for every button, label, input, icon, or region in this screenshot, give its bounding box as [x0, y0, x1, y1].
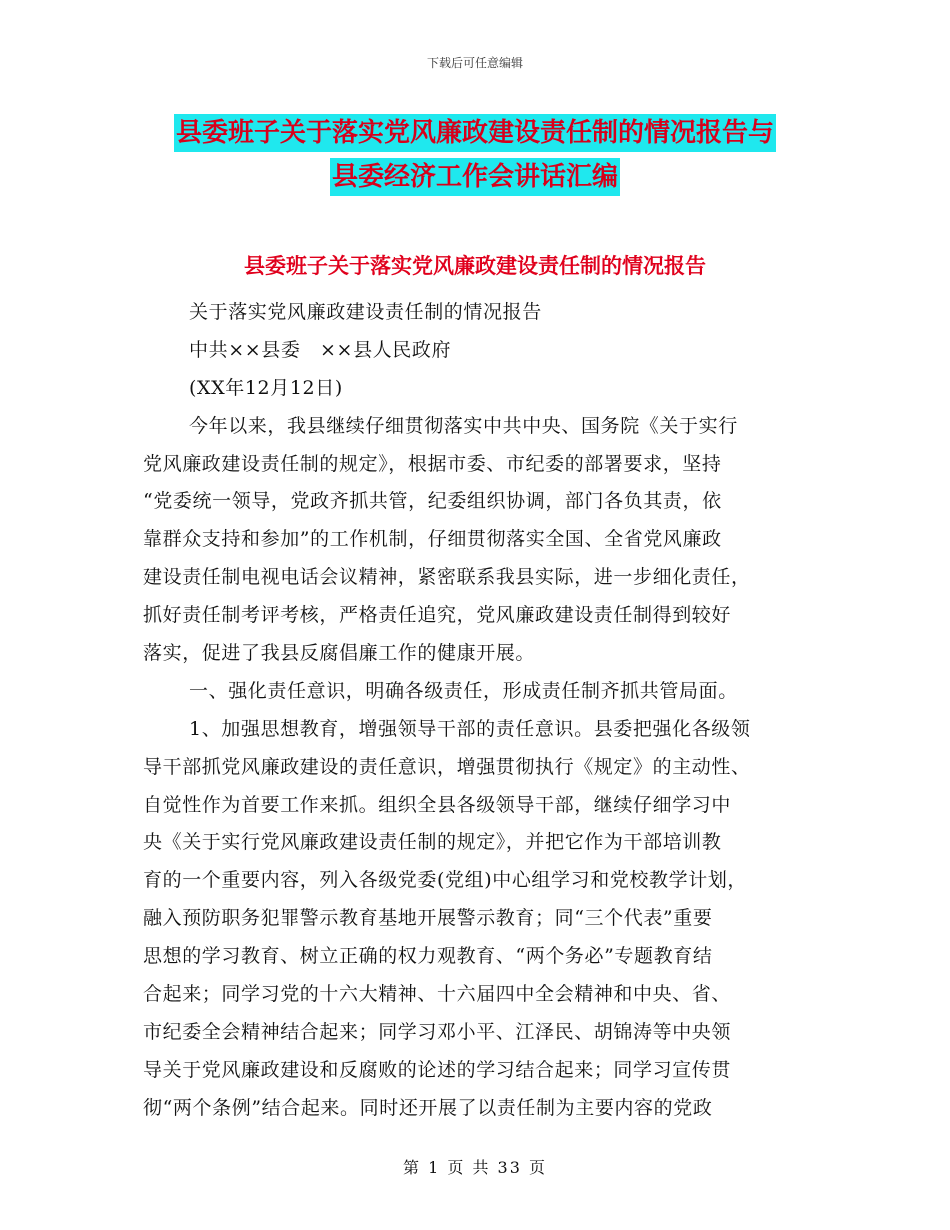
- body-line: 彻“两个条例”结合起来。同时还开展了以责任制为主要内容的党政: [143, 1096, 713, 1119]
- body-line: 思想的学习教育、树立正确的权力观教育、“两个务必”专题教育结: [143, 945, 713, 968]
- body-line: 建设责任制电视电话会议精神，紧密联系我县实际，进一步细化责任，: [143, 566, 751, 589]
- body-line: 党风廉政建设责任制的规定》，根据市委、市纪委的部署要求，坚持: [143, 452, 722, 475]
- main-title-line-2: [0, 156, 950, 193]
- body-line: 融入预防职务犯罪警示教育基地开展警示教育；同“三个代表”重要: [143, 907, 713, 930]
- body-line: 今年以来，我县继续仔细贯彻落实中共中央、国务院《关于实行: [189, 414, 738, 437]
- body-line: 导干部抓党风廉政建设的责任意识，增强贯彻执行《规定》的主动性、: [143, 755, 751, 778]
- body-line: 合起来；同学习党的十六大精神、十六届四中全会精神和中央、省、: [143, 983, 732, 1006]
- body-line: 关于落实党风廉政建设责任制的情况报告: [189, 301, 542, 323]
- body-line: 落实，促进了我县反腐倡廉工作的健康开展。: [143, 642, 536, 665]
- body-line: 育的一个重要内容，列入各级党委(党组)中心组学习和党校教学计划，: [143, 869, 748, 892]
- body-line: 1、加强思想教育，增强领导干部的责任意识。县委把强化各级领: [189, 717, 751, 740]
- body-line: (XX年12月12日): [189, 376, 343, 399]
- main-title-line-1: [0, 112, 950, 149]
- section-title: 县委班子关于落实党风廉政建设责任制的情况报告: [244, 254, 706, 278]
- body-line: 抓好责任制考评考核，严格责任追究，党风廉政建设责任制得到较好: [143, 604, 732, 627]
- body-line: 自觉性作为首要工作来抓。组织全县各级领导干部，继续仔细学习中: [143, 793, 732, 816]
- body-line: 靠群众支持和参加”的工作机制，仔细贯彻落实全国、全省党风廉政: [143, 528, 722, 551]
- document-body: [143, 294, 803, 1128]
- main-title-line-2-text: 县委经济工作会讲话汇编: [330, 158, 620, 196]
- body-line: 央《关于实行党风廉政建设责任制的规定》，并把它作为干部培训教: [143, 831, 722, 854]
- body-line: “党委统一领导，党政齐抓共管，纪委组织协调，部门各负其责，依: [143, 490, 722, 513]
- main-title-line-1-text: 县委班子关于落实党风廉政建设责任制的情况报告与: [174, 114, 776, 152]
- body-line: 导关于党风廉政建设和反腐败的论述的学习结合起来；同学习宣传贯: [143, 1058, 732, 1081]
- page-footer: 第 1 页 共 33 页: [403, 1158, 547, 1177]
- body-line: 中共××县委 ××县人民政府: [189, 338, 452, 361]
- body-line: 市纪委全会精神结合起来；同学习邓小平、江泽民、胡锦涛等中央领: [143, 1020, 732, 1043]
- body-line: 一、强化责任意识，明确各级责任，形成责任制齐抓共管局面。: [189, 679, 738, 702]
- header-note: 下载后可任意编辑: [426, 56, 523, 70]
